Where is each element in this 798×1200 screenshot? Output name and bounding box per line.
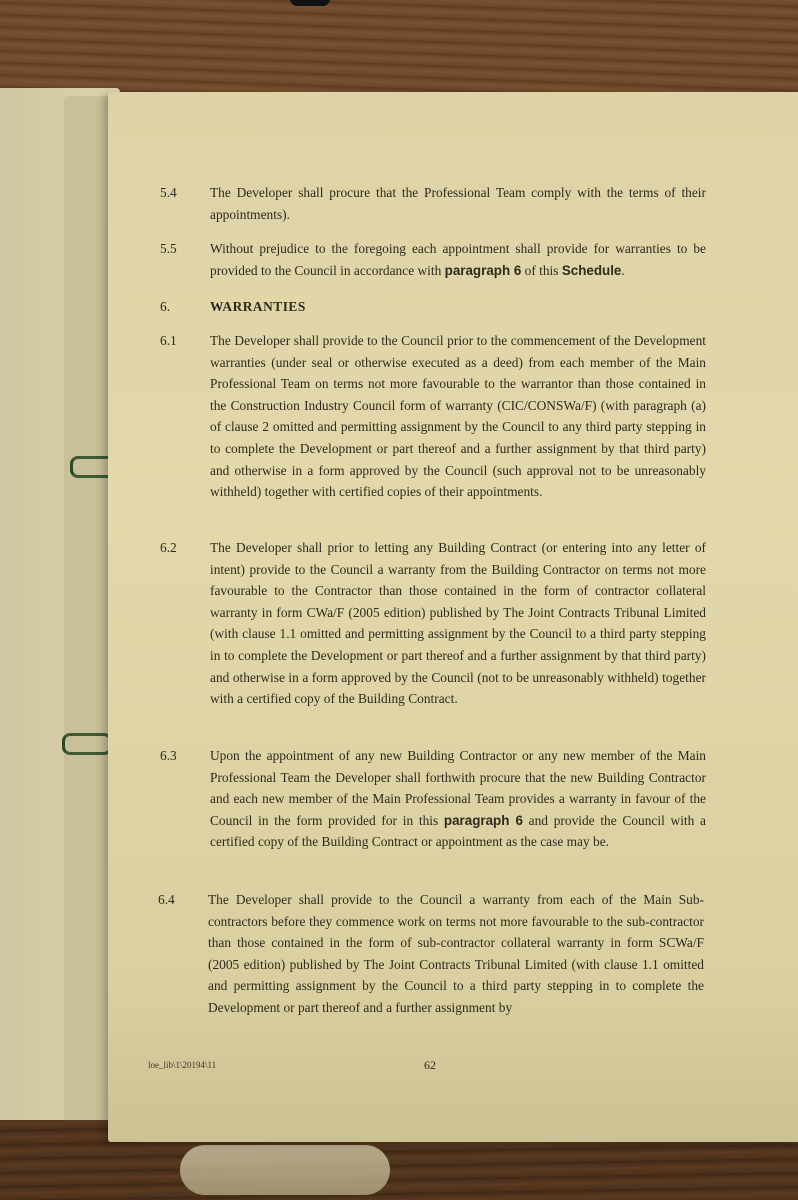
pen	[180, 1145, 390, 1195]
clause-number: 6.1	[160, 333, 177, 348]
clause-text: Upon the appointment of any new Building Contractor or any new member of the Main Professional Team the Developer shall forthwith procure that the new Building Contractor and each new member of the Main Professional Team provides a warranty in favour of the Council in the form provided for in this paragraph 6 and provide the Council with a certified copy of the Building Contract or appointment as the case may be.	[210, 748, 707, 850]
schedule-reference: Schedule	[561, 262, 622, 278]
document-page	[108, 92, 798, 1142]
document-reference: loe_lib\1\20194\11	[148, 1060, 217, 1070]
clause-number: 6.2	[160, 540, 177, 555]
pen-cap	[290, 0, 330, 6]
section-number: 6.	[160, 299, 171, 314]
clause-number: 5.4	[160, 185, 177, 200]
section-title: WARRANTIES	[210, 299, 306, 314]
clause-number: 5.5	[160, 241, 177, 256]
clause-text: The Developer shall prior to letting any Building Contract (or entering into any letter of intent) provide to the Council a warranty from the Building Contractor on terms not more favourable to the Contractor than those contained in the form of contractor collateral warranty in form CWa/F (2005 edition) published by The Joint Contracts Tribunal Limited (with clause 1.1 omitted and permitting assignment by the Council to a third party stepping in to complete the Development or part thereof and a further assignment by that third party) and otherwise in a form approved by the Council (not to be unreasonably withheld) together with a certified copy of the Building Contract.	[210, 540, 706, 707]
clause-text: The Developer shall provide to the Council a warranty from each of the Main Sub-contractors before they commence work on terms not more favourable to the sub-contractor than those contained in the form of sub-contractor collateral warranty in form SCWa/F (2005 edition) published by The Joint Contracts Tribunal Limited (with clause 1.1 omitted and permitting assignment by the Council to a third party stepping in to complete the Development or part thereof and a further assignment by	[208, 892, 704, 1015]
clause-text: Without prejudice to the foregoing each appointment shall provide for warranties to be provided to the Council in accordance with paragraph 6 of this Schedule.	[210, 241, 706, 278]
paragraph-reference: paragraph 6	[443, 812, 523, 828]
clause-number: 6.4	[158, 892, 175, 907]
binder-ring-icon	[62, 733, 112, 755]
clause-text: The Developer shall provide to the Council prior to the commencement of the Development warranties (under seal or otherwise executed as a deed) from each member of the Main Professional Team on terms not more favourable to the warrantor than those contained in the Construction Industry Council form of warranty (CIC/CONSWa/F) (with paragraph (a) of clause 2 omitted and permitting assignment by the Council to any third party stepping in to complete the Development or part thereof and a further assignment by that third party) and otherwise in a form approved by the Council (such approval not to be unreasonably withheld) together with certified copies of their appointments.	[210, 333, 706, 500]
page-number: 62	[424, 1058, 436, 1072]
clause-number: 6.3	[160, 748, 177, 763]
clause-text: The Developer shall procure that the Professional Team comply with the terms of their appointments).	[210, 185, 706, 222]
paragraph-reference: paragraph 6	[444, 262, 522, 278]
